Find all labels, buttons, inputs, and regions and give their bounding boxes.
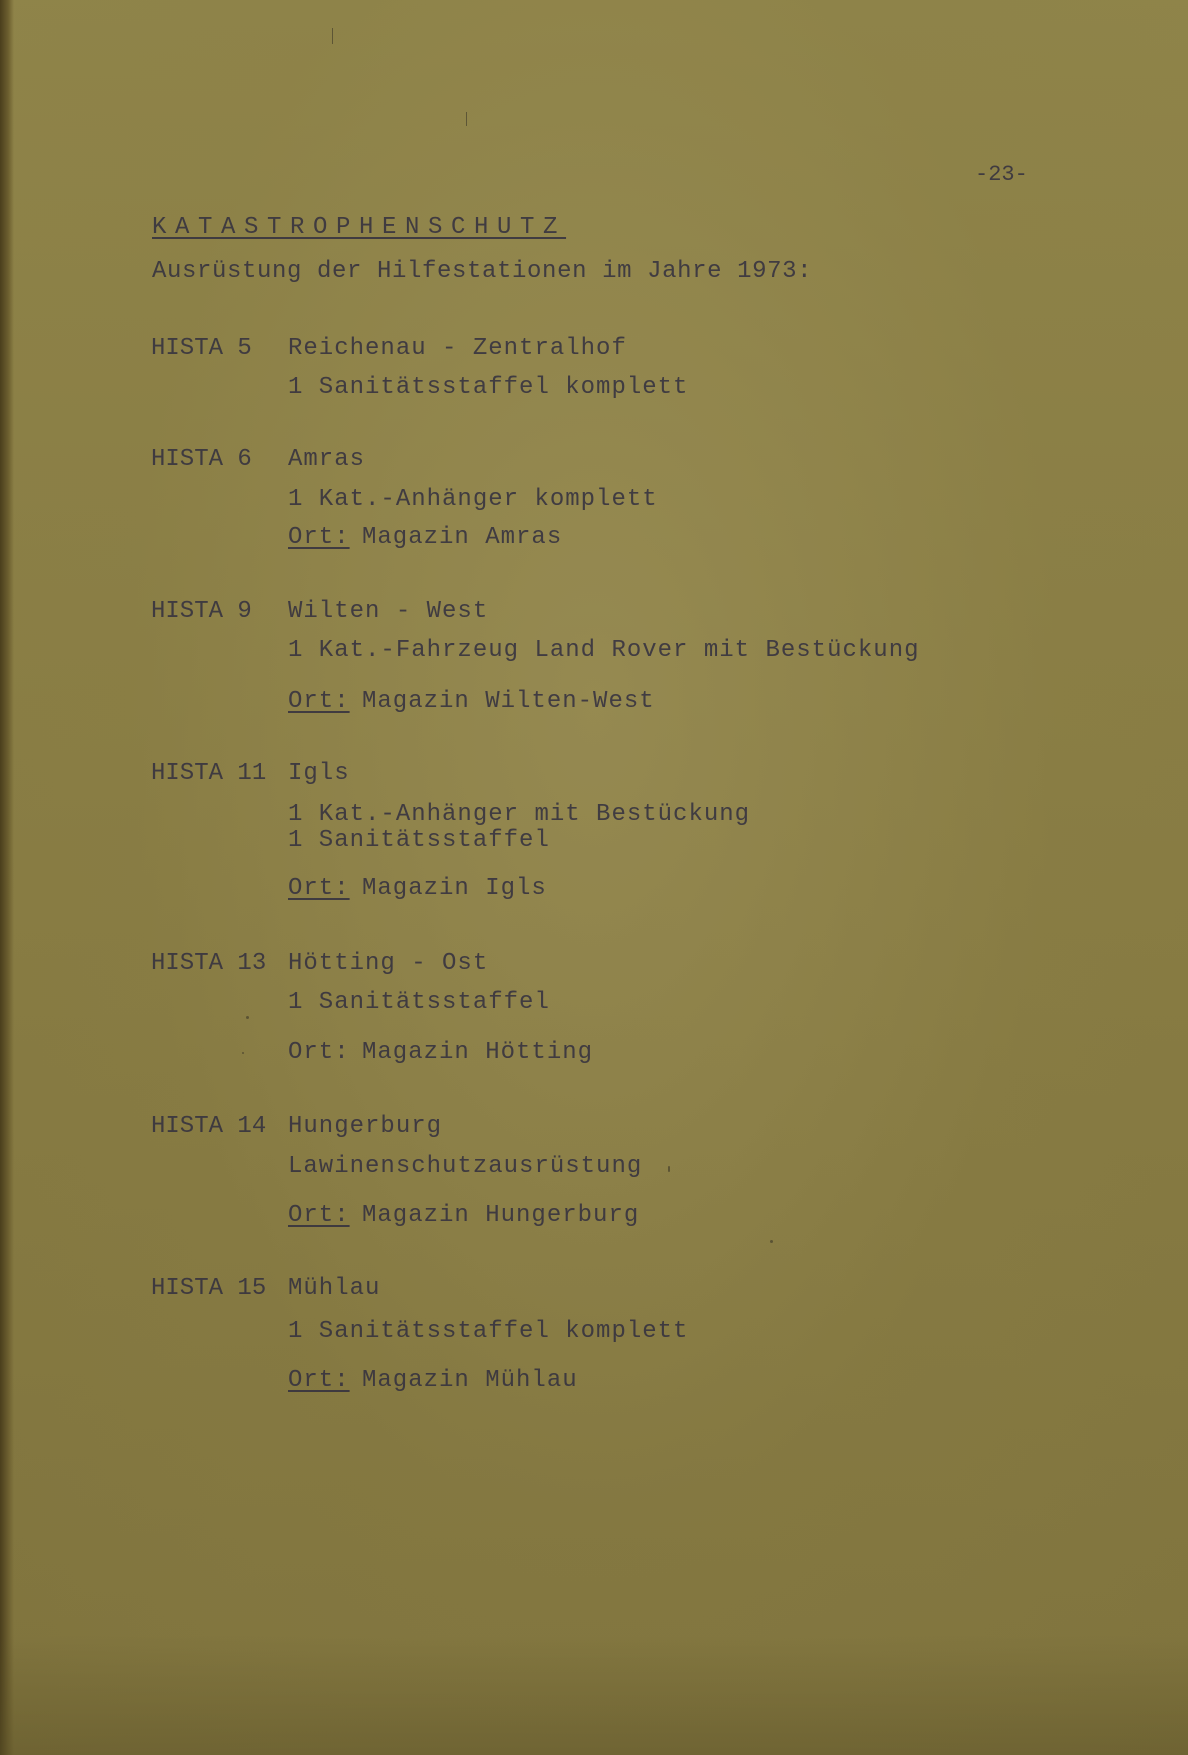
paper-speck (770, 1240, 773, 1243)
station-item-hista-5-1: 1 Sanitätsstaffel komplett (288, 374, 689, 401)
location-hista-9: Magazin Wilten-West (362, 688, 655, 715)
station-name-hista-11: Igls (288, 760, 350, 787)
page-bottom-shade (0, 1635, 1188, 1755)
station-id-hista-5: HISTA 5 (151, 335, 252, 362)
station-item-hista-13-1: 1 Sanitätsstaffel (288, 989, 550, 1016)
station-id-hista-9: HISTA 9 (151, 598, 252, 625)
station-item-hista-6-1: 1 Kat.-Anhänger komplett (288, 486, 658, 513)
station-name-hista-13: Hötting - Ost (288, 950, 489, 977)
paper-speck (246, 1016, 249, 1019)
page-left-edge (0, 0, 14, 1755)
location-label-hista-14: Ort: (288, 1202, 350, 1229)
location-hista-15: Magazin Mühlau (362, 1367, 578, 1394)
station-name-hista-6: Amras (288, 446, 366, 473)
station-name-hista-15: Mühlau (288, 1275, 381, 1302)
document-heading: KATASTROPHENSCHUTZ (152, 214, 567, 241)
station-item-hista-11-2: 1 Sanitätsstaffel (288, 827, 550, 854)
location-label-hista-13: Ort: (288, 1039, 350, 1066)
station-id-hista-6: HISTA 6 (151, 446, 252, 473)
location-hista-11: Magazin Igls (362, 875, 547, 902)
station-id-hista-13: HISTA 13 (151, 950, 267, 977)
location-label-hista-6: Ort: (288, 524, 350, 551)
location-hista-14: Magazin Hungerburg (362, 1202, 640, 1229)
page-number: -23- (975, 162, 1028, 187)
location-hista-13: Magazin Hötting (362, 1039, 594, 1066)
location-hista-6: Magazin Amras (362, 524, 563, 551)
paper-speck (466, 112, 467, 126)
station-id-hista-11: HISTA 11 (151, 760, 267, 787)
location-label-hista-11: Ort: (288, 875, 350, 902)
paper-speck (242, 1052, 244, 1054)
station-id-hista-15: HISTA 15 (151, 1275, 267, 1302)
paper-speck (668, 1166, 670, 1172)
station-item-hista-14-1: Lawinenschutzausrüstung (288, 1153, 643, 1180)
station-item-hista-11-1: 1 Kat.-Anhänger mit Bestückung (288, 801, 751, 828)
paper-speck (332, 28, 333, 44)
document-subheading: Ausrüstung der Hilfestationen im Jahre 1973: (152, 258, 813, 285)
station-name-hista-14: Hungerburg (288, 1113, 443, 1140)
location-label-hista-9: Ort: (288, 688, 350, 715)
station-item-hista-15-1: 1 Sanitätsstaffel komplett (288, 1318, 689, 1345)
location-label-hista-15: Ort: (288, 1367, 350, 1394)
station-id-hista-14: HISTA 14 (151, 1113, 267, 1140)
station-name-hista-5: Reichenau - Zentralhof (288, 335, 627, 362)
station-item-hista-9-1: 1 Kat.-Fahrzeug Land Rover mit Bestückung (288, 637, 920, 664)
station-name-hista-9: Wilten - West (288, 598, 489, 625)
